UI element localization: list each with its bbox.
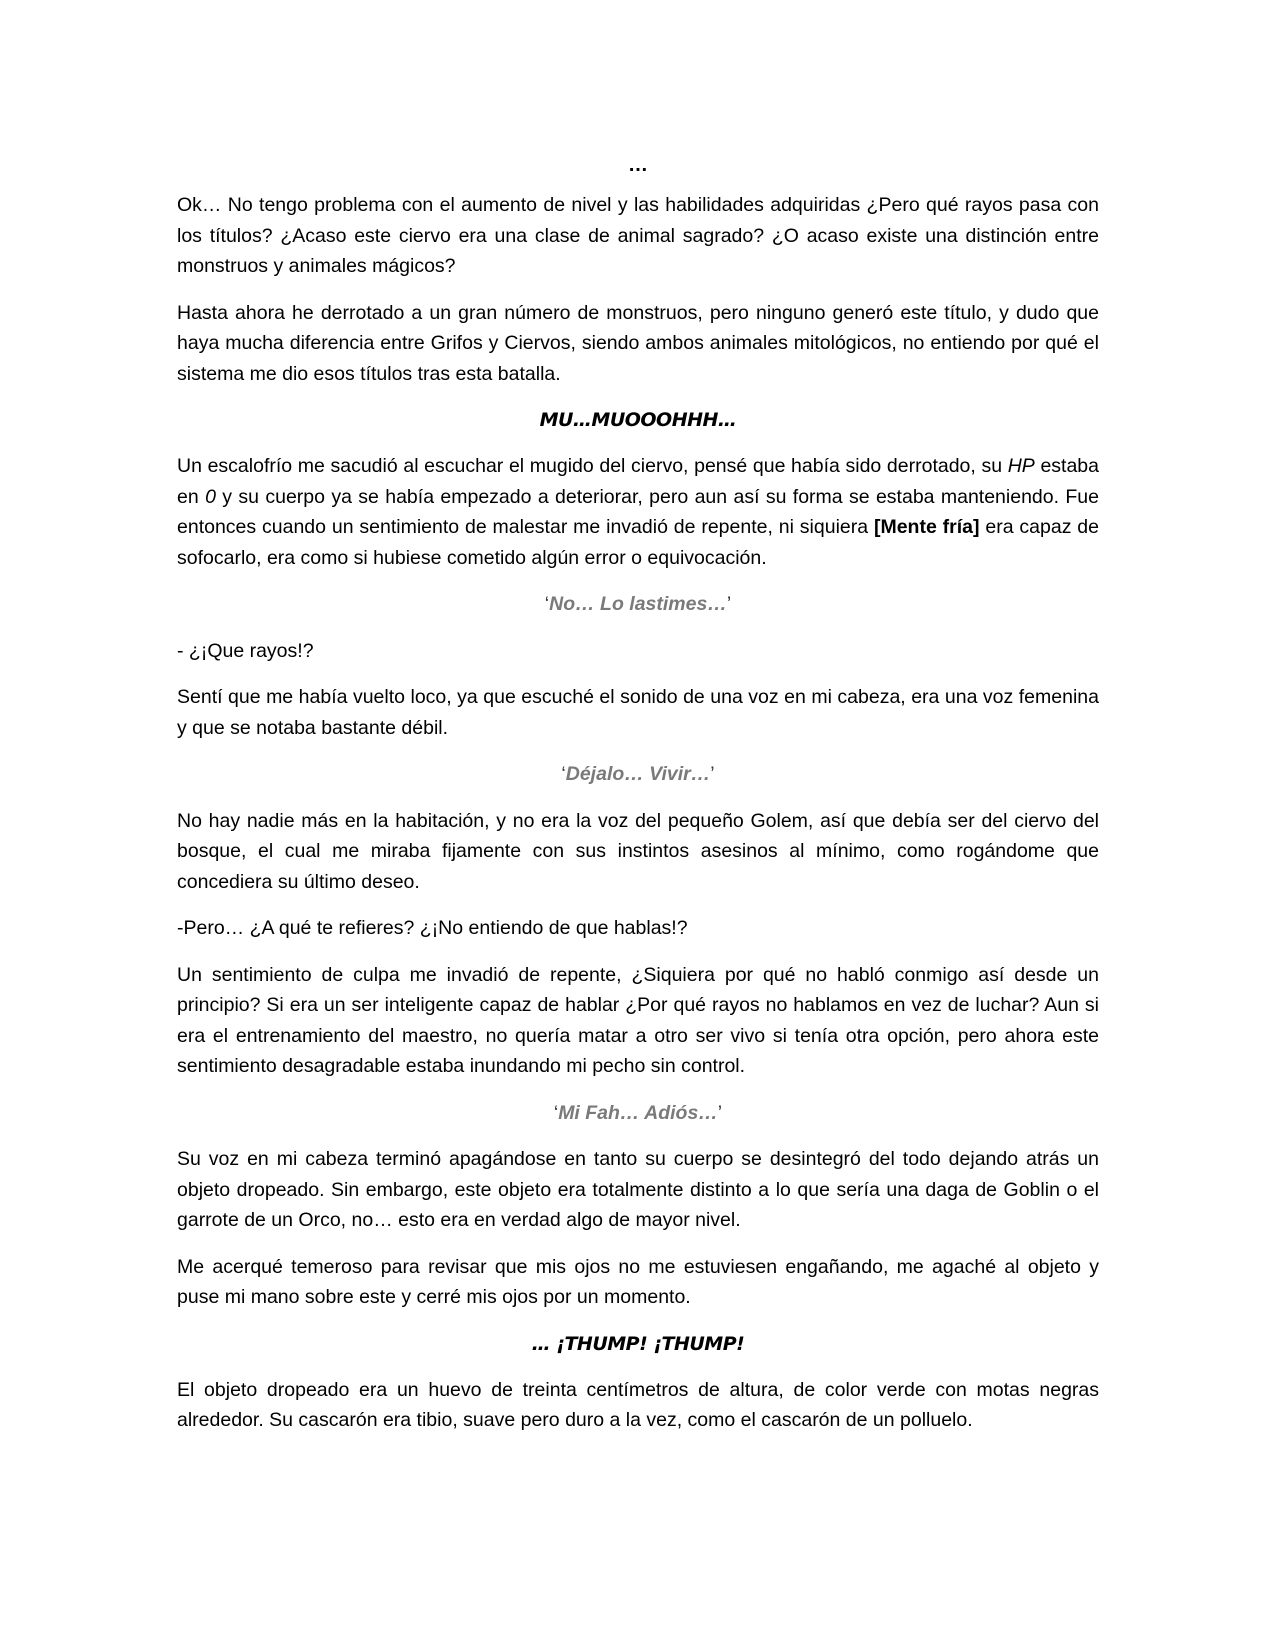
paragraph-9: El objeto dropeado era un huevo de treinta centímetros de altura, de color verde con motas negras alrededor. Su cascarón era tibio, suave pero duro a la vez, como el cascarón de un polluelo. (177, 1378, 1099, 1431)
dialogue-line-1: - ¿¡Que rayos!? (177, 639, 314, 662)
voice-line-2 (177, 759, 1099, 790)
paragraph-3-part-d: era capaz de sofocarlo, era como si hubiese cometido algún error o equivocación. (177, 516, 1100, 569)
quote-close: ’ (710, 763, 715, 785)
paragraph-2: Hasta ahora he derrotado a un gran número de monstruos, pero ninguno generó este título, y dudo que haya mucha diferencia entre Grifos y Ciervos, siendo ambos animales mitológicos, no entiendo por qué el sistema me dio esos títulos tras esta batalla. (177, 301, 1099, 385)
paragraph-3 (177, 451, 1099, 573)
quote-open: ‘ (544, 593, 550, 615)
quote-open: ‘ (553, 1101, 559, 1124)
hp-zero: 0 (205, 485, 216, 508)
scene-break: … (628, 154, 648, 176)
paragraph-5: No hay nadie más en la habitación, y no era la voz del pequeño Golem, así que debía ser del ciervo del bosque, el cual me miraba fijamente con sus instintos asesinos al mínimo, como rogándome que concediera su último deseo. (177, 809, 1099, 893)
sound-effect-thump: … ¡THUMP! ¡THUMP! (531, 1332, 745, 1355)
paragraph-8: Me acerqué temeroso para revisar que mis ojos no me estuviesen engañando, me agaché al objeto y puse mi mano sobre este y cerré mis ojos por un momento. (177, 1255, 1099, 1308)
quote-open: ‘ (561, 763, 566, 785)
paragraph-1: Ok… No tengo problema con el aumento de nivel y las habilidades adquiridas ¿Pero qué rayos pasa con los títulos? ¿Acaso este ciervo era una clase de animal sagrado? ¿O acaso existe una distinción entre monstruos y animales mágicos? (177, 194, 1099, 277)
document-body (177, 150, 1099, 1452)
skill-name: [Mente fría] (873, 516, 980, 538)
paragraph-3-part-b: estaba en (177, 455, 1099, 508)
dialogue-line-2: -Pero… ¿A qué te refieres? ¿¡No entiendo de que hablas!? (177, 917, 688, 939)
quote-close: ’ (717, 1101, 723, 1124)
voice-line-3-text: Mi Fah… Adiós… (558, 1101, 718, 1124)
voice-line-1-text: No… Lo lastimes… (549, 593, 727, 615)
sound-effect-moo: MU…MUOOOHHH… (539, 409, 737, 431)
paragraph-3-part-a: Un escalofrío me sacudió al escuchar el mugido del ciervo, pensé que había sido derrotado, su (177, 455, 1008, 477)
hp-term: HP (1007, 455, 1035, 477)
paragraph-4: Sentí que me había vuelto loco, ya que escuché el sonido de una voz en mi cabeza, era una voz femenina y que se notaba bastante débil. (177, 686, 1099, 739)
quote-close: ’ (726, 593, 732, 615)
voice-line-2-text: Déjalo… Vivir… (565, 763, 711, 785)
voice-line-3 (177, 1098, 1099, 1129)
paragraph-6: Un sentimiento de culpa me invadió de repente, ¿Siquiera por qué no habló conmigo así desde un principio? Si era un ser inteligente capaz de hablar ¿Por qué rayos no hablamos en vez de luchar? Aun si era el entrenamiento del maestro, no quería matar a otro ser vivo si tenía otra opción, pero ahora este sentimiento desagradable estaba inundando mi pecho sin control. (177, 963, 1099, 1077)
paragraph-3-part-c: y su cuerpo ya se había empezado a deteriorar, pero aun así su forma se estaba manteniendo. Fue entonces cuando un sentimiento de malestar me invadió de repente, ni siquiera (177, 485, 1099, 538)
voice-line-1 (177, 589, 1099, 620)
paragraph-7: Su voz en mi cabeza terminó apagándose en tanto su cuerpo se desintegró del todo dejando atrás un objeto dropeado. Sin embargo, este objeto era totalmente distinto a lo que sería una daga de Goblin o el garrote de un Orco, no… esto era en verdad algo de mayor nivel. (177, 1148, 1099, 1231)
